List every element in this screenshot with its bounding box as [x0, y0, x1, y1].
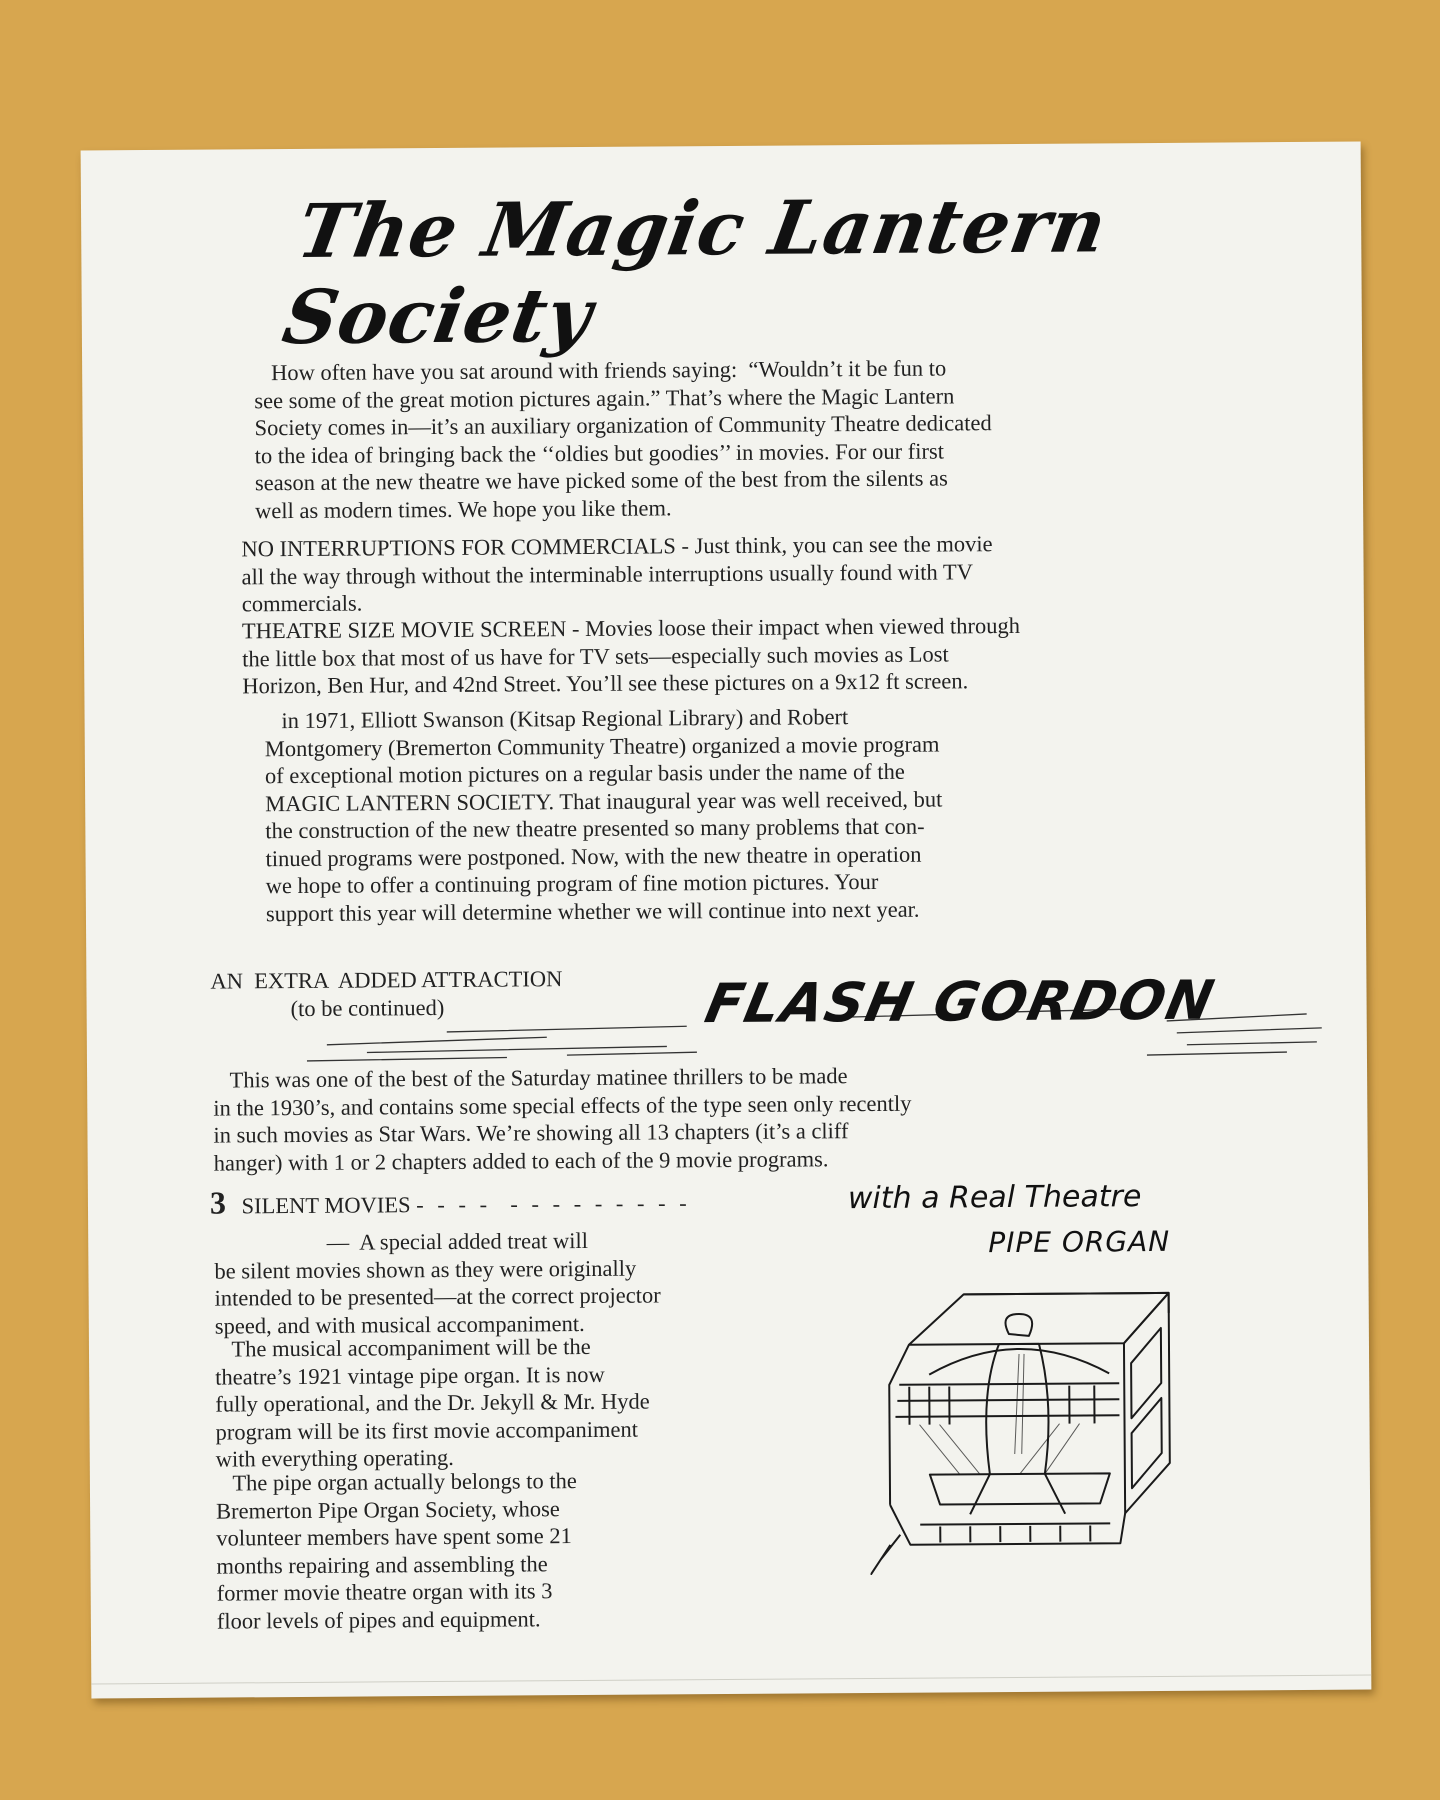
flyer-page [81, 142, 1372, 1699]
text-line: THEATRE SIZE MOVIE SCREEN - Movies loose their impact when viewed through [241, 612, 1021, 644]
text-line: in such movies as Star Wars. We’re showing all 13 chapters (it’s a cliff [213, 1118, 849, 1148]
text-line: the construction of the new theatre presented so many problems that con- [265, 813, 925, 844]
text-line: commercials. [241, 590, 363, 617]
text-line: see some of the great motion pictures again.” That’s where the Magic Lantern [254, 382, 955, 413]
text-line: theatre’s 1921 vintage pipe organ. It is now [215, 1361, 605, 1390]
text-line: The pipe organ actually belongs to the [215, 1468, 577, 1496]
text-line: MAGIC LANTERN SOCIETY. That inaugural year was well received, but [265, 785, 943, 816]
screen-size-paragraph [242, 612, 1021, 700]
pipe-organ-caption: PIPE ORGAN [988, 1224, 1171, 1260]
text-line: well as modern times. We hope you like them. [255, 494, 672, 523]
dash-leader: - - - - - - - - - - - - - [416, 1190, 691, 1218]
flash-gordon-paragraph [213, 1062, 912, 1177]
text-line: This was one of the best of the Saturday matinee thrillers to be made [213, 1063, 848, 1093]
text-line: the little box that most of us have for TV sets—especially such movies as Lost [242, 640, 949, 671]
no-interruptions-paragraph [241, 530, 993, 618]
text-line: Society comes in—it’s an auxiliary organization of Community Theatre dedicated [254, 410, 992, 441]
silent-title: SILENT MOVIES [241, 1192, 411, 1219]
text-line: season at the new theatre we have picked some of the best from the silents as [254, 465, 948, 496]
musical-accompaniment-paragraph [215, 1333, 650, 1474]
text-line: months repairing and assembling the [216, 1550, 548, 1579]
text-line: hanger) with 1 or 2 chapters added to each of the 9 movie programs. [213, 1145, 829, 1176]
text-line: with everything operating. [215, 1444, 454, 1472]
silent-movies-heading [210, 1186, 691, 1220]
text-line: to the idea of bringing back the ‘‘oldies but goodies’’ in movies. For our first [254, 437, 945, 468]
text-line: program will be its first movie accompaniment [215, 1416, 639, 1445]
text-line: be silent movies shown as they were originally [214, 1255, 637, 1284]
text-line: we hope to offer a continuing program of fine motion pictures. Your [265, 868, 879, 899]
text-line: volunteer members have spent some 21 [216, 1523, 572, 1551]
real-theatre-caption: with a Real Theatre [847, 1179, 1142, 1217]
text-line: The musical accompaniment will be the [214, 1333, 591, 1362]
pipe-organ-society-paragraph [216, 1467, 578, 1635]
text-line: intended to be presented—at the correct projector [214, 1282, 661, 1311]
text-line: floor levels of pipes and equipment. [216, 1605, 541, 1634]
intro-paragraph [254, 354, 992, 524]
text-line: NO INTERRUPTIONS FOR COMMERCIALS - Just think, you can see the movie [241, 531, 993, 562]
text-line: of exceptional motion pictures on a regular basis under the name of the [264, 758, 905, 789]
text-line: — A special added treat will [214, 1227, 589, 1256]
flash-gordon-title: FLASH GORDON [700, 968, 1221, 1036]
text-line: speed, and with musical accompaniment. [214, 1310, 585, 1339]
text-line: tinued programs were postponed. Now, with the new theatre in operation [265, 841, 922, 871]
text-line: in the 1930’s, and contains some special effects of the type seen only recently [213, 1090, 912, 1121]
pipe-organ-illustration [868, 1273, 1200, 1575]
text-line: in 1971, Elliott Swanson (Kitsap Regional Library) and Robert [264, 704, 849, 734]
text-line: all the way through without the interminable interruptions usually found with TV [241, 558, 974, 589]
text-line: Bremerton Pipe Organ Society, whose [216, 1495, 560, 1524]
text-line: support this year will determine whether we will continue into next year. [265, 896, 920, 926]
attraction-subtitle: (to be continued) [290, 994, 445, 1021]
text-line: fully operational, and the Dr. Jekyll & Mr. Hyde [215, 1388, 650, 1417]
silent-intro-paragraph [214, 1226, 661, 1339]
text-line: former movie theatre organ with its 3 [216, 1578, 553, 1606]
text-line: How often have you sat around with friends saying: “Wouldn’t it be fun to [254, 355, 947, 386]
society-title: The Magic Lantern Society [276, 183, 1114, 362]
attraction-title: AN EXTRA ADDED ATTRACTION [210, 966, 563, 994]
history-paragraph [265, 702, 944, 927]
text-line: Horizon, Ben Hur, and 42nd Street. You’ll see these pictures on a 9x12 ft screen. [242, 668, 969, 699]
silent-count: 3 [209, 1184, 227, 1221]
text-line: Montgomery (Bremerton Community Theatre) organized a movie program [264, 731, 940, 761]
